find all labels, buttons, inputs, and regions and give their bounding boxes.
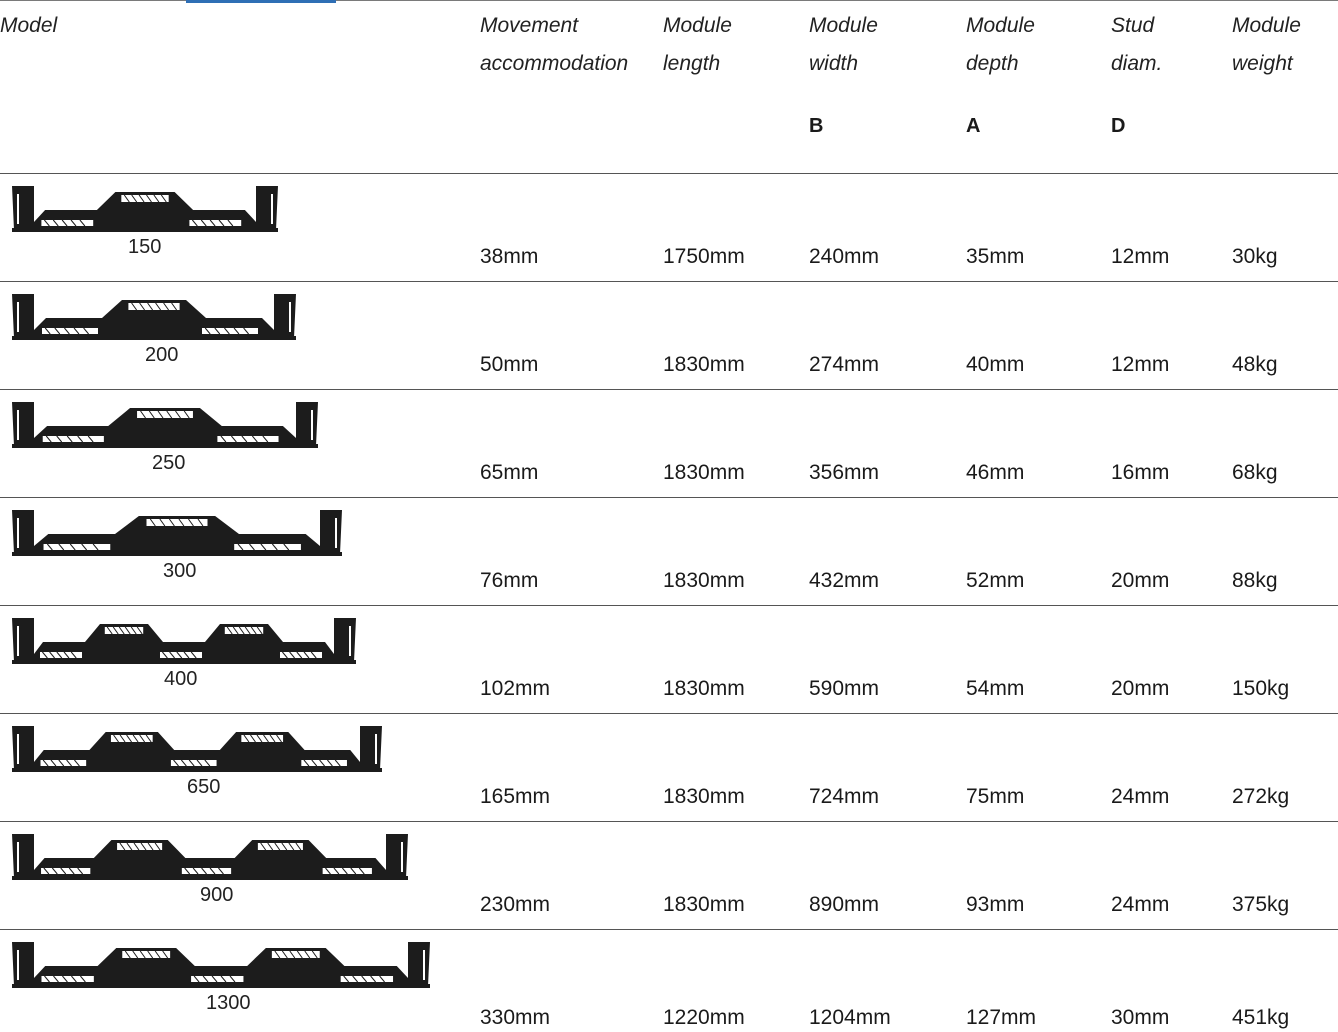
model-cell xyxy=(0,282,480,390)
cell-movement: 165mm xyxy=(480,714,663,822)
cell-stud: 24mm xyxy=(1111,822,1232,930)
expansion-joint-spec-table xyxy=(0,1,1338,1032)
table-row xyxy=(0,822,1338,930)
table-row xyxy=(0,498,1338,606)
model-label: 150 xyxy=(128,236,468,259)
cell-width: 590mm xyxy=(809,606,966,714)
cell-weight: 451kg xyxy=(1232,930,1338,1032)
model-cell xyxy=(0,930,480,1032)
header-length: Module length xyxy=(663,1,809,97)
model-label: 1300 xyxy=(206,992,546,1015)
cell-length: 1830mm xyxy=(663,714,809,822)
header-movement: Movement accommodation xyxy=(480,1,663,97)
cell-length: 1830mm xyxy=(663,498,809,606)
letter-width: B xyxy=(809,97,966,174)
letter-depth: A xyxy=(966,97,1111,174)
cell-weight: 30kg xyxy=(1232,174,1338,282)
expansion-joint-profile-icon xyxy=(12,510,342,556)
table-row xyxy=(0,282,1338,390)
cell-stud: 12mm xyxy=(1111,174,1232,282)
cell-depth: 46mm xyxy=(966,390,1111,498)
cell-width: 356mm xyxy=(809,390,966,498)
cell-weight: 48kg xyxy=(1232,282,1338,390)
cell-movement: 76mm xyxy=(480,498,663,606)
cell-movement: 102mm xyxy=(480,606,663,714)
header-width: Module width xyxy=(809,1,966,97)
model-cell xyxy=(0,390,480,498)
cell-movement: 230mm xyxy=(480,822,663,930)
dimension-letter-row xyxy=(0,97,1338,174)
model-cell xyxy=(0,174,480,282)
cell-length: 1830mm xyxy=(663,282,809,390)
cell-depth: 54mm xyxy=(966,606,1111,714)
model-cell xyxy=(0,822,480,930)
cell-width: 274mm xyxy=(809,282,966,390)
table-row xyxy=(0,174,1338,282)
cell-weight: 375kg xyxy=(1232,822,1338,930)
cell-length: 1750mm xyxy=(663,174,809,282)
cell-stud: 20mm xyxy=(1111,606,1232,714)
model-label: 250 xyxy=(152,452,492,475)
cell-weight: 88kg xyxy=(1232,498,1338,606)
table-row xyxy=(0,390,1338,498)
header-stud: Stud diam. xyxy=(1111,1,1232,97)
cell-weight: 68kg xyxy=(1232,390,1338,498)
cell-depth: 52mm xyxy=(966,498,1111,606)
cell-width: 432mm xyxy=(809,498,966,606)
cell-stud: 12mm xyxy=(1111,282,1232,390)
header-model: Model xyxy=(0,1,480,97)
cell-movement: 38mm xyxy=(480,174,663,282)
model-label: 900 xyxy=(200,884,540,907)
cell-weight: 272kg xyxy=(1232,714,1338,822)
model-label: 200 xyxy=(145,344,485,367)
cell-length: 1830mm xyxy=(663,606,809,714)
cell-width: 240mm xyxy=(809,174,966,282)
cell-width: 1204mm xyxy=(809,930,966,1032)
cell-length: 1830mm xyxy=(663,390,809,498)
expansion-joint-profile-icon xyxy=(12,942,430,988)
cell-stud: 24mm xyxy=(1111,714,1232,822)
expansion-joint-profile-icon xyxy=(12,726,382,772)
cell-width: 890mm xyxy=(809,822,966,930)
model-cell xyxy=(0,606,480,714)
model-label: 650 xyxy=(187,776,527,799)
table-row xyxy=(0,714,1338,822)
cell-width: 724mm xyxy=(809,714,966,822)
cell-stud: 20mm xyxy=(1111,498,1232,606)
table-row xyxy=(0,606,1338,714)
cell-movement: 65mm xyxy=(480,390,663,498)
cell-length: 1830mm xyxy=(663,822,809,930)
cell-depth: 40mm xyxy=(966,282,1111,390)
cell-depth: 75mm xyxy=(966,714,1111,822)
header-weight: Module weight xyxy=(1232,1,1338,97)
cell-depth: 35mm xyxy=(966,174,1111,282)
header-row xyxy=(0,1,1338,97)
cell-depth: 93mm xyxy=(966,822,1111,930)
header-depth: Module depth xyxy=(966,1,1111,97)
model-cell xyxy=(0,714,480,822)
model-label: 300 xyxy=(163,560,503,583)
cell-movement: 50mm xyxy=(480,282,663,390)
cell-stud: 30mm xyxy=(1111,930,1232,1032)
table-row xyxy=(0,930,1338,1032)
model-cell xyxy=(0,498,480,606)
expansion-joint-profile-icon xyxy=(12,834,408,880)
expansion-joint-profile-icon xyxy=(12,618,356,664)
model-label: 400 xyxy=(164,668,504,691)
cell-stud: 16mm xyxy=(1111,390,1232,498)
letter-stud: D xyxy=(1111,97,1232,174)
expansion-joint-profile-icon xyxy=(12,294,296,340)
cell-weight: 150kg xyxy=(1232,606,1338,714)
expansion-joint-profile-icon xyxy=(12,402,318,448)
cell-length: 1220mm xyxy=(663,930,809,1032)
cell-depth: 127mm xyxy=(966,930,1111,1032)
cell-movement: 330mm xyxy=(480,930,663,1032)
expansion-joint-profile-icon xyxy=(12,186,278,232)
